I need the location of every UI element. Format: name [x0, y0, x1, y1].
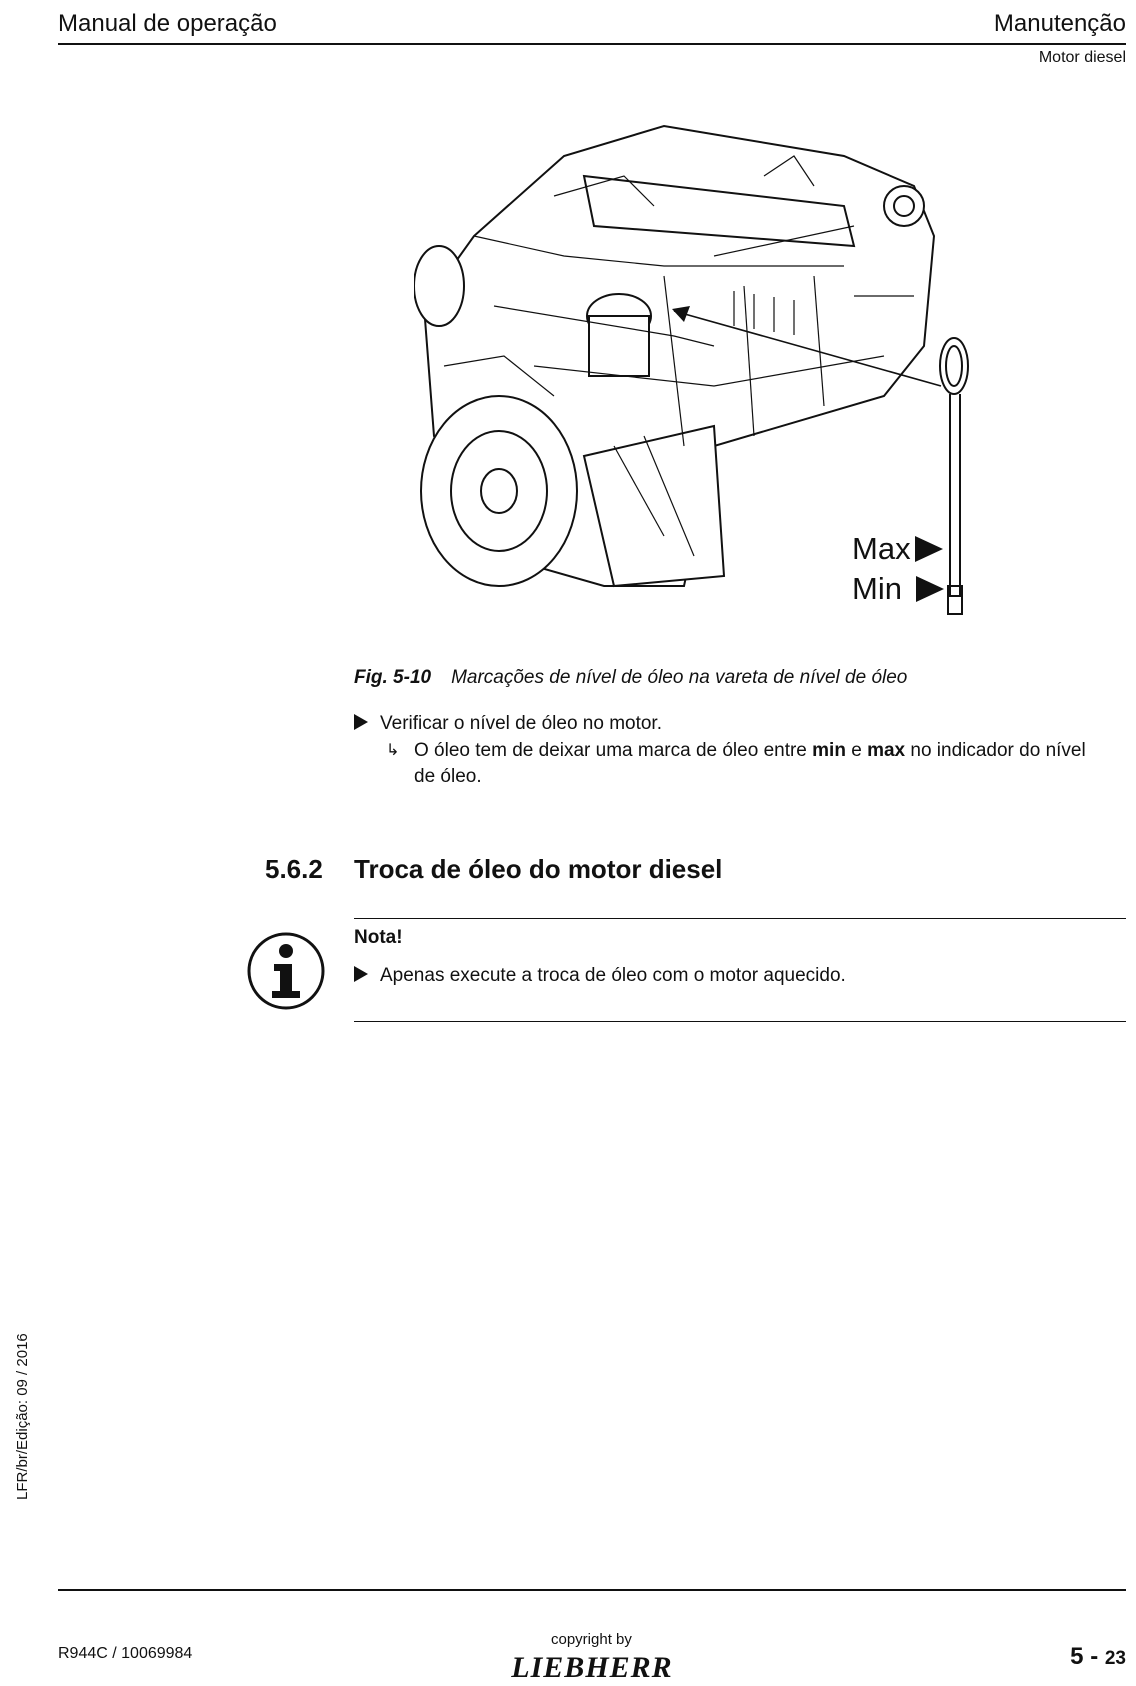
- copyright-text: copyright by: [551, 1631, 632, 1648]
- result-and: e: [845, 740, 868, 761]
- result-arrow-icon: ↳: [386, 742, 400, 759]
- page-chapter: 5 -: [1070, 1643, 1105, 1670]
- note-bottom-divider: [354, 1021, 1126, 1022]
- note-top-divider: [354, 918, 1126, 919]
- model-number: R944C / 10069984: [58, 1645, 193, 1662]
- info-icon: [246, 931, 326, 1011]
- figure-caption: [354, 667, 907, 689]
- engine-illustration: [414, 116, 1064, 656]
- section-title: Troca de óleo do motor diesel: [354, 854, 723, 884]
- min-marker-icon: [916, 576, 944, 602]
- page-number: [1070, 1643, 1126, 1671]
- result-text-prefix: O óleo tem de deixar uma marca de óleo entre: [414, 740, 813, 761]
- note-title: Nota!: [354, 927, 403, 948]
- instruction-result: [386, 738, 1106, 790]
- note-bullet: [354, 965, 846, 987]
- liebherr-logo-text: LIEBHERR: [511, 1651, 673, 1681]
- triangle-bullet-icon: [354, 966, 368, 982]
- section-number: 5.6.2: [265, 854, 323, 884]
- document-title: Manual de operação: [58, 10, 277, 37]
- triangle-bullet-icon: [354, 714, 368, 730]
- edition-label: LFR/br/Edição: 09 / 2016: [14, 1333, 31, 1500]
- dipstick-max-label: [852, 531, 943, 567]
- figure-number: Fig. 5-10: [354, 667, 432, 688]
- result-text: [386, 738, 1106, 790]
- min-label-text: Min: [852, 571, 902, 606]
- result-max: max: [867, 740, 906, 761]
- result-text-suffix: no indicador do nível de óleo.: [414, 740, 1086, 787]
- engine-figure: [414, 116, 1064, 656]
- liebherr-logo: [494, 1651, 690, 1681]
- note-bullet-text: Apenas execute a troca de óleo com o motor aquecido.: [380, 965, 846, 986]
- dipstick-min-label: [852, 571, 944, 607]
- figure-caption-text: Marcações de nível de óleo na vareta de nível de óleo: [451, 667, 908, 688]
- section-subtitle: Motor diesel: [1038, 49, 1126, 66]
- instruction-step: [354, 713, 662, 735]
- max-marker-icon: [915, 536, 943, 562]
- instruction-step-text: Verificar o nível de óleo no motor.: [380, 713, 662, 734]
- footer-divider: [58, 1589, 1126, 1591]
- chapter-title: Manutenção: [993, 10, 1126, 37]
- page-number-value: 23: [1104, 1648, 1126, 1669]
- max-label-text: Max: [852, 531, 911, 566]
- result-min: min: [812, 740, 846, 761]
- header-divider: [58, 43, 1126, 45]
